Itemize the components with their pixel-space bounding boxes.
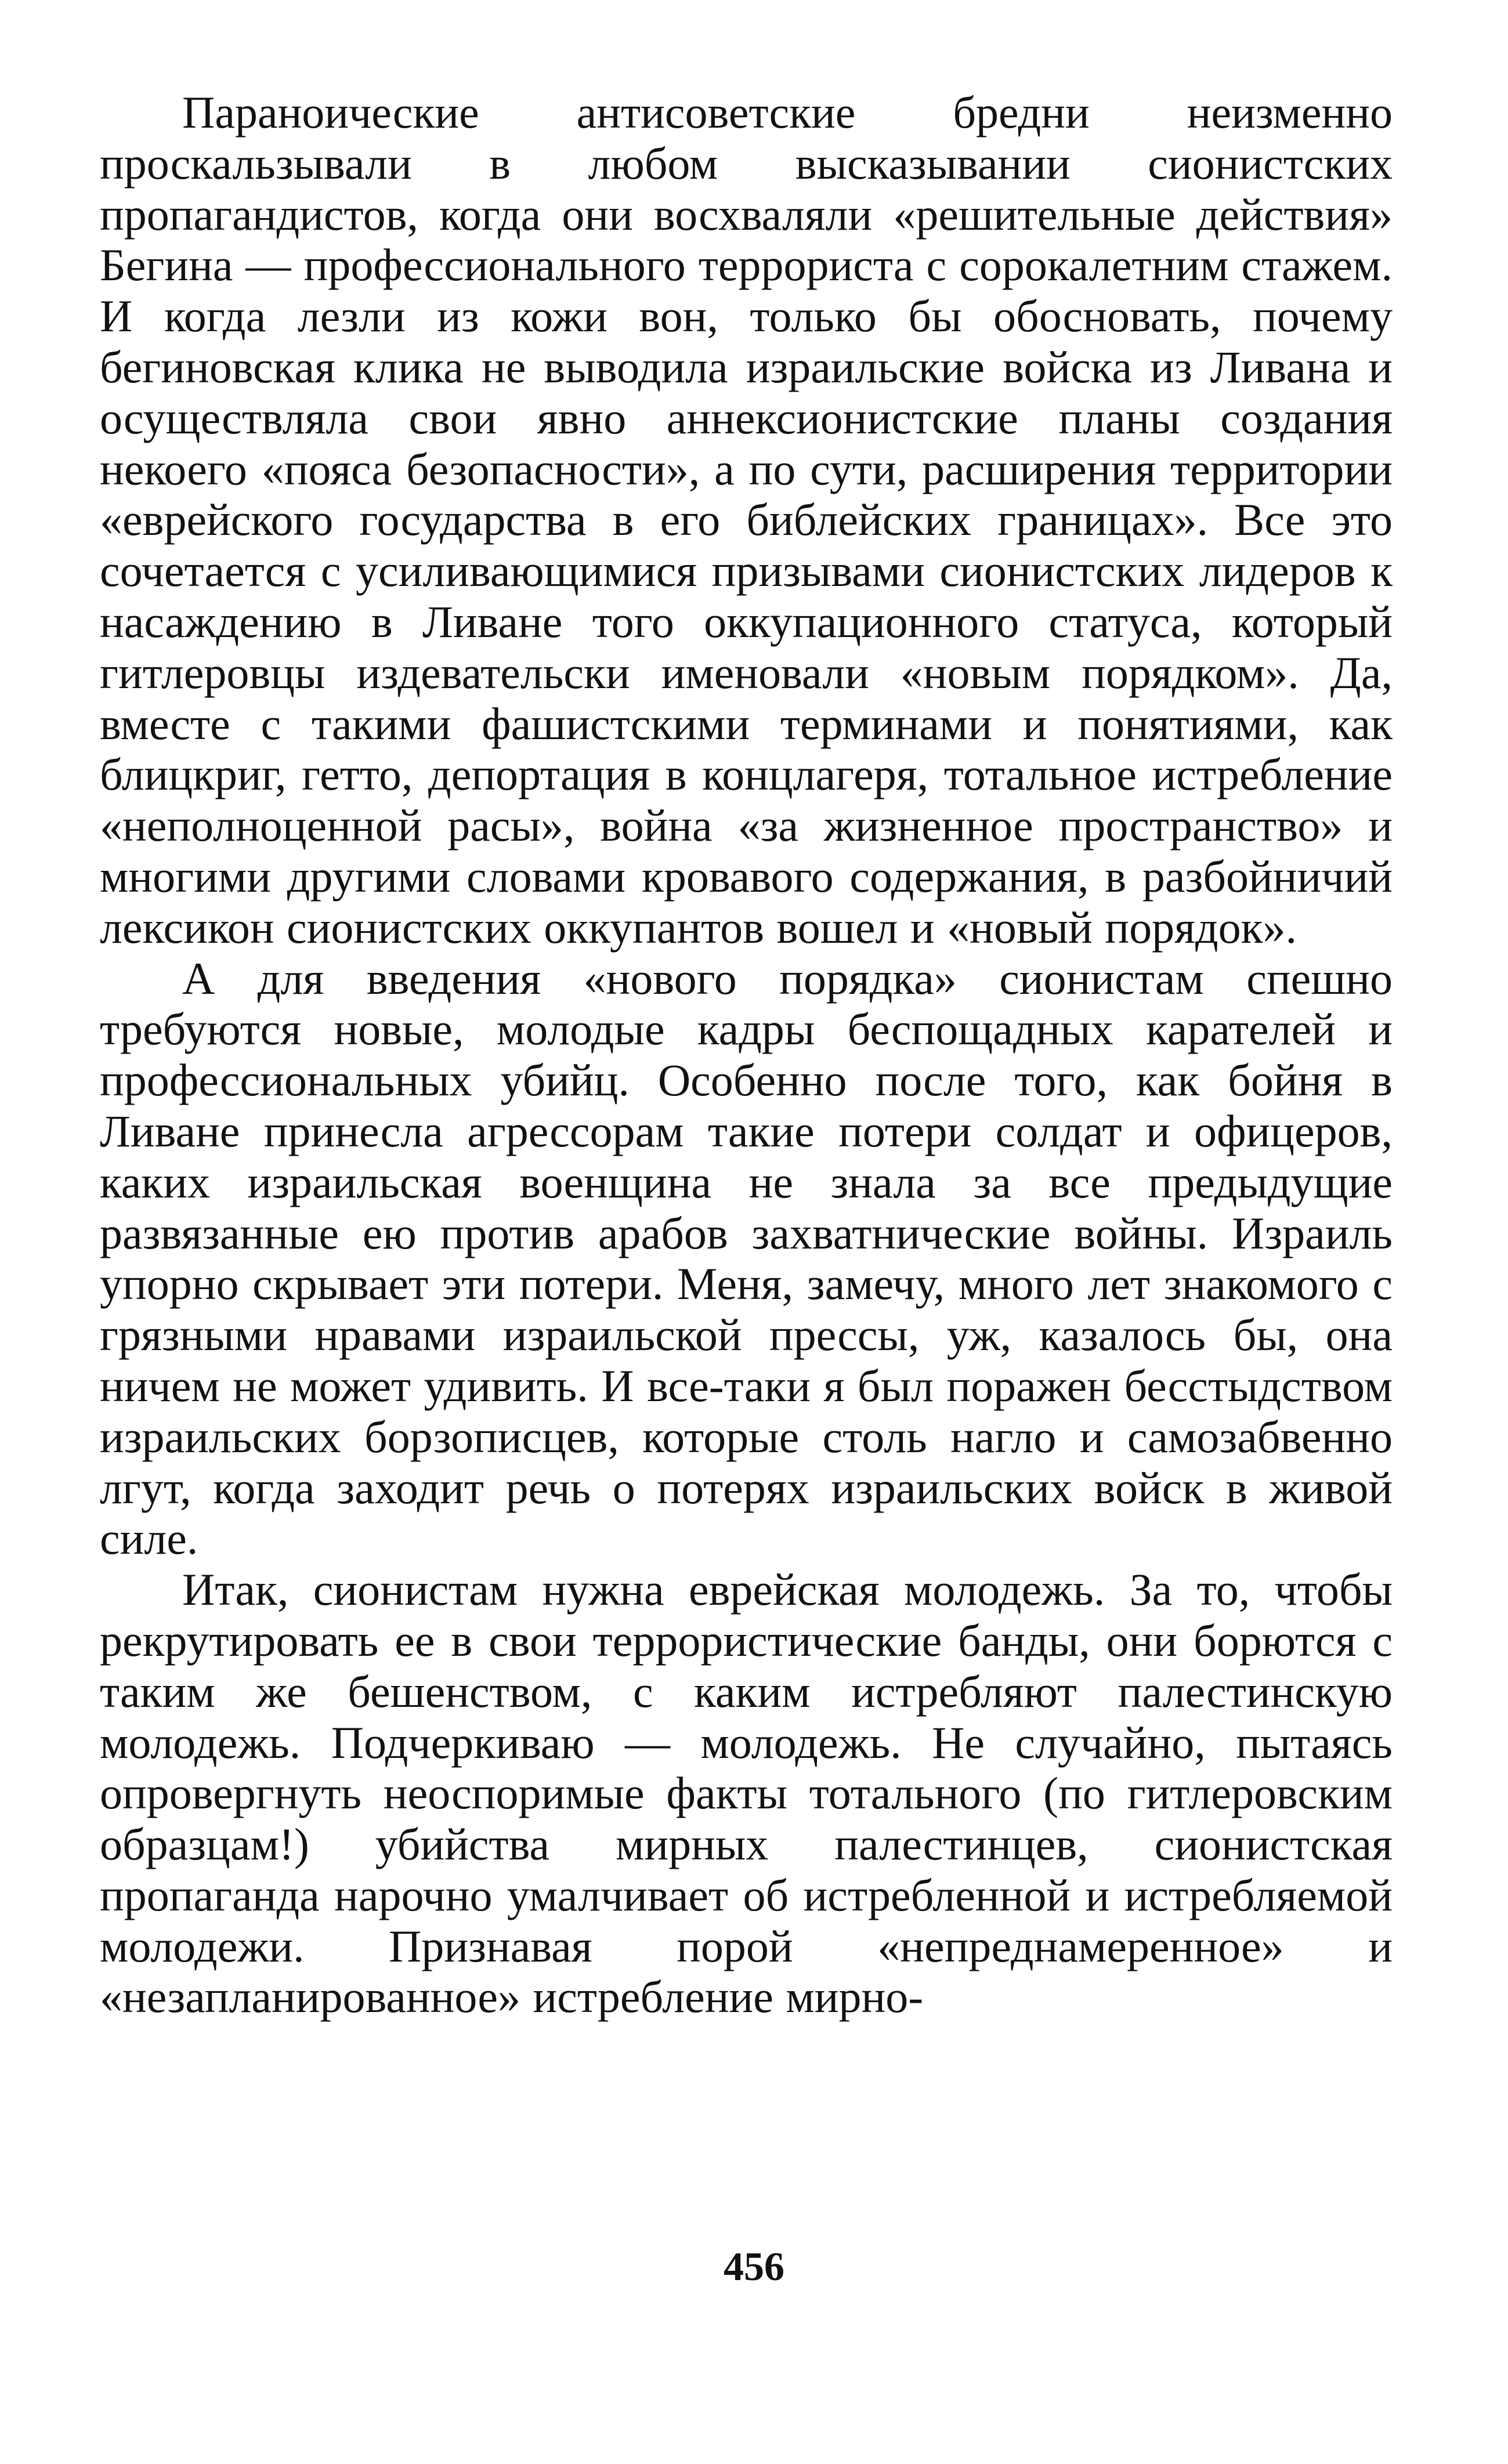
paragraph-2: А для введения «нового порядка» сионистам спешно требуются новые, молодые кадры беспощадных карателей и профессиональных убийц. Особенно после того, как бойня в Ливане принесла агрессорам такие потери солдат и офицеров, каких израильская военщина не знала за все предыдущие развязанные ею против арабов захватнические войны. Израиль упорно скрывает эти потери. Меня, замечу, много лет знакомого с грязными нравами израильской прессы, уж, казалось бы, она ничем не может удивить. И все-таки я был поражен бесстыдством израильских борзописцев, которые столь нагло и самозабвенно лгут, когда заходит речь о потерях израильских войск в живой силе.: [100, 953, 1393, 1564]
paragraph-3: Итак, сионистам нужна еврейская молодежь. За то, чтобы рекрутировать ее в свои террористические банды, они борются с таким же бешенством, с каким истребляют палестинскую молодежь. Подчеркиваю — молодежь. Не случайно, пытаясь опровергнуть неоспоримые факты тотального (по гитлеровским образцам!) убийства мирных палестинцев, сионистская пропаганда нарочно умалчивает об истребленной и истребляемой молодежи. Признавая порой «непреднамеренное» и «незапланированное» истребление мирно-: [100, 1564, 1393, 2022]
page-body: [100, 87, 1393, 2022]
page-number: 456: [724, 2245, 784, 2289]
paragraph-1: Параноические антисоветские бредни неизменно проскальзывали в любом высказывании сионистских пропагандистов, когда они восхваляли «решительные действия» Бегина — профессионального террориста с сорокалетним стажем. И когда лезли из кожи вон, только бы обосновать, почему бегиновская клика не выводила израильские войска из Ливана и осуществляла свои явно аннексионистские планы создания некоего «пояса безопасности», а по сути, расширения территории «еврейского государства в его библейских границах». Все это сочетается с усиливающимися призывами сионистских лидеров к насаждению в Ливане того оккупационного статуса, который гитлеровцы издевательски именовали «новым порядком». Да, вместе с такими фашистскими терминами и понятиями, как блицкриг, гетто, депортация в концлагеря, тотальное истребление «неполноценной расы», война «за жизненное пространство» и многими другими словами кровавого содержания, в разбойничий лексикон сионистских оккупантов вошел и «новый порядок».: [100, 87, 1393, 953]
